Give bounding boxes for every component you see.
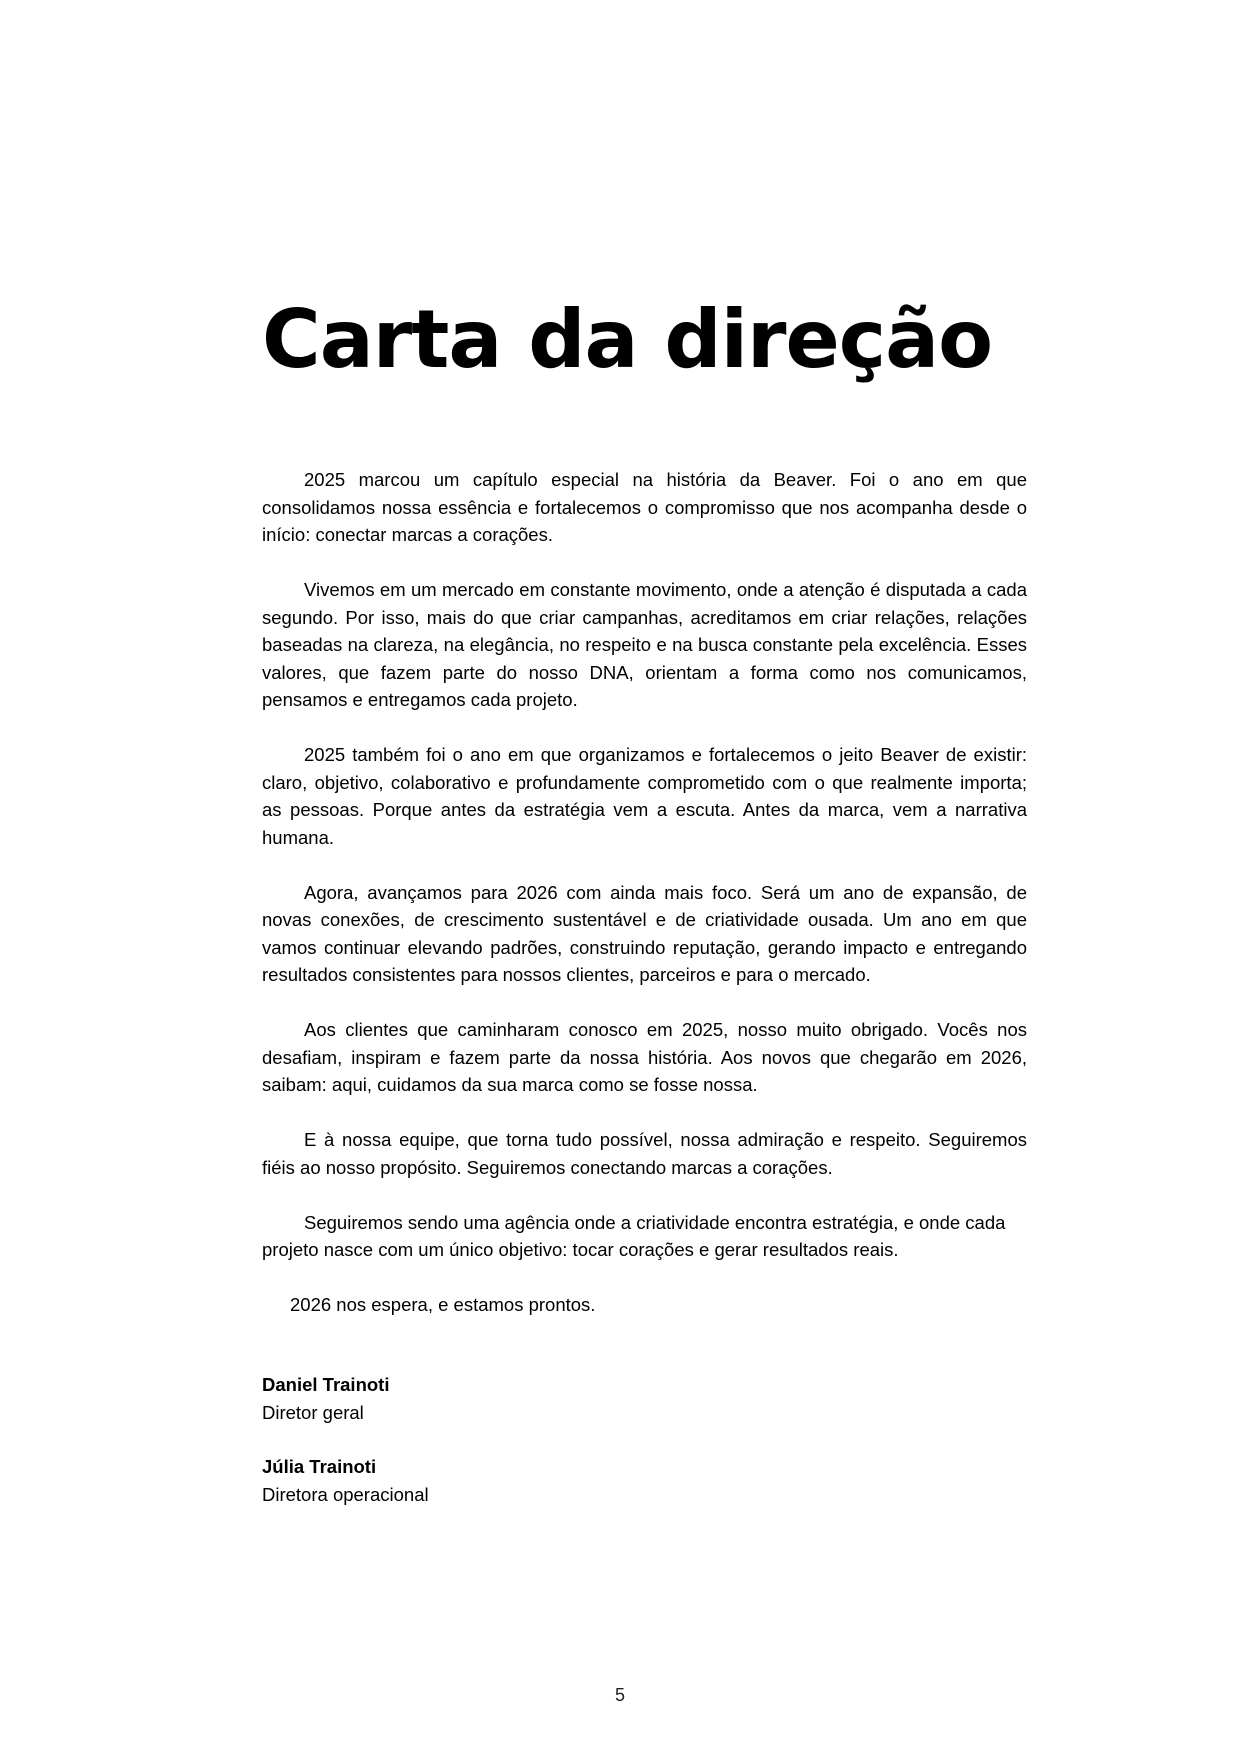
signature-name: Daniel Trainoti: [262, 1374, 390, 1395]
letter-paragraph-5: Aos clientes que caminharam conosco em 2025, nosso muito obrigado. Vocês nos desafiam, inspiram e fazem parte da nossa história. Aos novos que chegarão em 2026, saibam: aqui, cuidamos da sua marca como se fosse nossa.: [262, 1019, 1027, 1095]
signature-name: Júlia Trainoti: [262, 1456, 377, 1477]
letter-paragraph-6: E à nossa equipe, que torna tudo possível, nossa admiração e respeito. Seguiremos fiéis ao nosso propósito. Seguiremos conectando marcas a corações.: [262, 1129, 1027, 1178]
letter-paragraph-3: 2025 também foi o ano em que organizamos e fortalecemos o jeito Beaver de existir: claro, objetivo, colaborativo e profundamente comprometido com o que realmente importa; as pessoas. Porque antes da estratégia vem a escuta. Antes da marca, vem a narrativa humana.: [262, 744, 1027, 848]
signatures: [262, 1371, 429, 1535]
letter-paragraph-2: Vivemos em um mercado em constante movimento, onde a atenção é disputada a cada segundo. Por isso, mais do que criar campanhas, acreditamos em criar relações, relações baseadas na clareza, na elegância, no respeito e na busca constante pela excelência. Esses valores, que fazem parte do nosso DNA, orientam a forma como nos comunicamos, pensamos e entregamos cada projeto.: [262, 579, 1027, 710]
signature-block-1: [262, 1371, 429, 1426]
signature-role: Diretor geral: [262, 1401, 364, 1423]
letter-closing-line: 2026 nos espera, e estamos prontos.: [290, 1294, 596, 1315]
page-number: 5: [614, 1685, 625, 1705]
page-title: Carta da direção: [262, 293, 993, 386]
letter-paragraph-1: 2025 marcou um capítulo especial na história da Beaver. Foi o ano em que consolidamos nossa essência e fortalecemos o compromisso que nos acompanha desde o início: conectar marcas a corações.: [262, 469, 1027, 545]
letter-body: [262, 466, 1027, 1346]
signature-block-2: [262, 1453, 429, 1508]
letter-paragraph-4: Agora, avançamos para 2026 com ainda mais foco. Será um ano de expansão, de novas conexões, de crescimento sustentável e de criatividade ousada. Um ano em que vamos continuar elevando padrões, construindo reputação, gerando impacto e entregando resultados consistentes para nossos clientes, parceiros e para o mercado.: [262, 881, 1027, 985]
letter-paragraph-7: Seguiremos sendo uma agência onde a criatividade encontra estratégia, e onde cada projeto nasce com um único objetivo: tocar corações e gerar resultados reais.: [262, 1211, 1006, 1260]
signature-role: Diretora operacional: [262, 1483, 429, 1505]
